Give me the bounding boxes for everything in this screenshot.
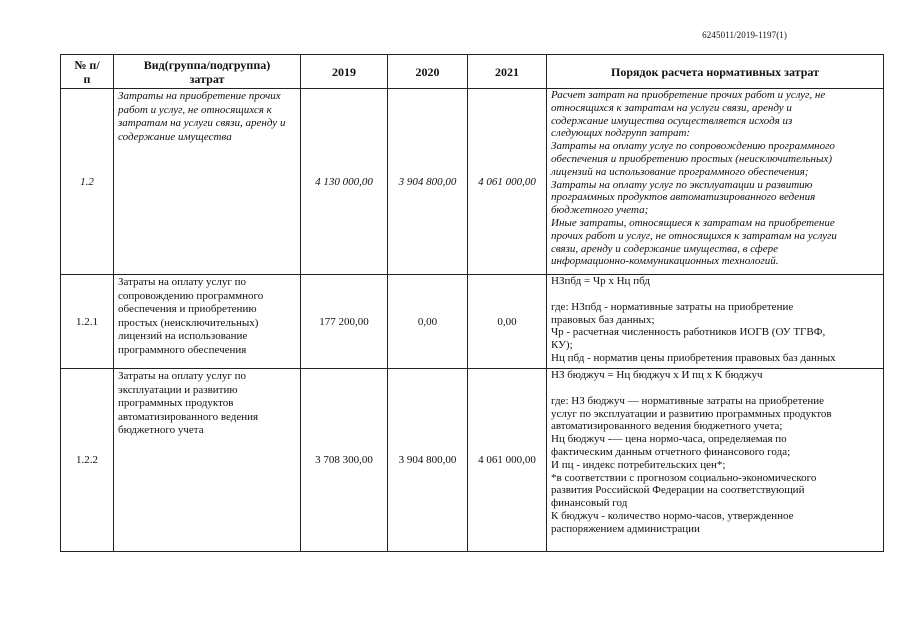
row-name: Затраты на оплату услуг по эксплуатации и развитию программных продуктов автоматизированного ведения бюджетного учета xyxy=(114,369,301,552)
row-value-2020: 0,00 xyxy=(388,275,468,369)
method-line: *в соответствии с прогнозом социально-экономического xyxy=(551,471,817,484)
method-line: обеспечения и приобретению простых (неисключительных) xyxy=(551,152,832,165)
method-line: Затраты на оплату услуг по эксплуатации и развитию xyxy=(551,178,813,191)
method-line: фактическим данным отчетного финансового года; xyxy=(551,445,791,458)
method-line: программных продуктов автоматизированного ведения xyxy=(551,191,816,204)
row-name: Затраты на оплату услуг по сопровождению программного обеспечения и приобретению простых (неисключительных) лицензий на использование программного обеспечения xyxy=(114,275,301,369)
row-value-2019: 4 130 000,00 xyxy=(301,89,388,275)
method-line: Иные затраты, относящиеся к затратам на приобретение xyxy=(551,216,835,229)
header-2021: 2021 xyxy=(468,55,547,89)
method-line: где: НЗпбд - нормативные затраты на приобретение xyxy=(551,300,794,313)
method-line: Нц пбд - норматив цены приобретения правовых баз данных xyxy=(551,351,836,364)
row-num: 1.2.1 xyxy=(61,275,114,369)
row-value-2020: 3 904 800,00 xyxy=(388,369,468,552)
row-method xyxy=(547,369,884,552)
method-line: бюджетного учета; xyxy=(551,204,649,217)
costs-table xyxy=(60,54,884,552)
method-line: К бюджуч - количество нормо-часов, утвержденное xyxy=(551,509,794,522)
method-formula: НЗпбд = Чр х Нц пбд xyxy=(551,275,650,287)
table-header-row xyxy=(61,55,884,89)
method-line: лицензий на использование программного обеспечения; xyxy=(551,165,809,178)
method-line: КУ); xyxy=(551,339,573,352)
method-line: распоряжением администрации xyxy=(551,522,700,535)
method-formula: НЗ бюджуч = Нц бюджуч х И пц х К бюджуч xyxy=(551,369,763,381)
row-value-2019: 177 200,00 xyxy=(301,275,388,369)
row-method xyxy=(547,275,884,369)
table-row xyxy=(61,275,884,369)
method-line: финансовый год xyxy=(551,497,628,510)
method-gap xyxy=(551,382,880,395)
table-row xyxy=(61,369,884,552)
header-2020: 2020 xyxy=(388,55,468,89)
method-gap xyxy=(551,288,880,301)
header-num: № п/п xyxy=(61,55,114,89)
table-row xyxy=(61,89,884,275)
method-line: И пц - индекс потребительских цен*; xyxy=(551,458,726,471)
method-line: услуг по эксплуатации и развитию программных продуктов xyxy=(551,407,832,420)
method-line: связи, аренду и содержание имущества, в сфере xyxy=(551,242,778,255)
header-2019: 2019 xyxy=(301,55,388,89)
header-method: Порядок расчета нормативных затрат xyxy=(547,55,884,89)
method-line: правовых баз данных; xyxy=(551,313,655,326)
method-line: развития Российской Федерации на соответствующий xyxy=(551,484,805,497)
method-line: содержание имущества осуществляется исходя из xyxy=(551,114,793,127)
row-num: 1.2 xyxy=(61,89,114,275)
method-line: информационно-коммуникационных технологий. xyxy=(551,255,779,268)
method-line: где: НЗ бюджуч — нормативные затраты на приобретение xyxy=(551,394,824,407)
row-value-2021: 4 061 000,00 xyxy=(468,89,547,275)
document-number: 6245011/2019-1197(1) xyxy=(702,30,787,40)
row-value-2019: 3 708 300,00 xyxy=(301,369,388,552)
row-value-2020: 3 904 800,00 xyxy=(388,89,468,275)
method-line: Расчет затрат на приобретение прочих работ и услуг, не xyxy=(551,89,826,101)
method-line: Нц бюджуч -— цена нормо-часа, определяемая по xyxy=(551,433,787,446)
method-line: прочих работ и услуг, не относящихся к затратам на услуги xyxy=(551,229,837,242)
row-num: 1.2.2 xyxy=(61,369,114,552)
row-name: Затраты на приобретение прочих работ и услуг, не относящихся к затратам на услуги связи, аренду и содержание имущества xyxy=(114,89,301,275)
method-line: Чр - расчетная численность работников ИОГВ (ОУ ТГВФ, xyxy=(551,326,826,339)
header-type: Вид(группа/подгруппа) затрат xyxy=(114,55,301,89)
row-method xyxy=(547,89,884,275)
method-line: следующих подгрупп затрат: xyxy=(551,127,691,140)
method-line: Затраты на оплату услуг по сопровождению программного xyxy=(551,140,835,153)
row-value-2021: 0,00 xyxy=(468,275,547,369)
row-value-2021: 4 061 000,00 xyxy=(468,369,547,552)
method-line: относящихся к затратам на услуги связи, аренду и xyxy=(551,101,792,114)
method-line: автоматизированного ведения бюджетного учета; xyxy=(551,420,783,433)
